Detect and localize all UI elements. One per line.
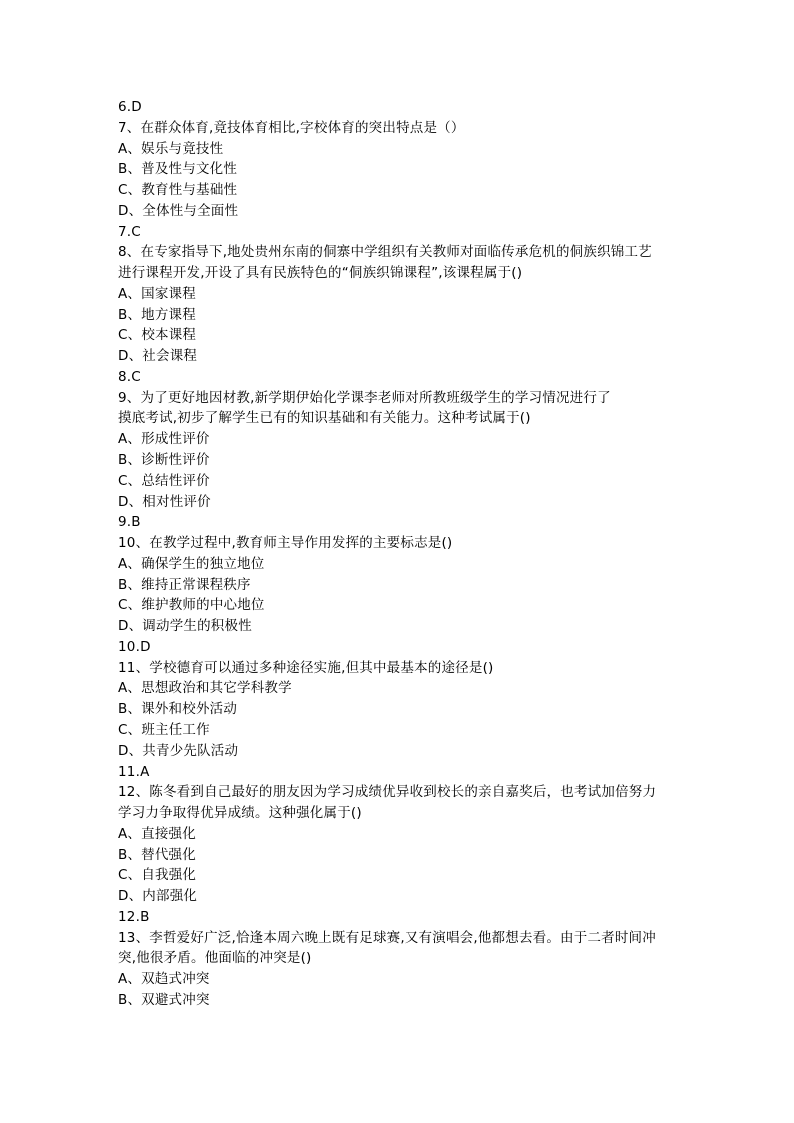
option-line: C、教育性与基础性 [118, 182, 238, 199]
question-line: 学习力争取得优异成绩。这种强化属于() [118, 805, 362, 822]
option-line: D、调动学生的积极性 [118, 618, 252, 635]
answer-line: 8.C [118, 368, 141, 385]
question-line: 突,他很矛盾。他面临的冲突是() [118, 950, 312, 967]
option-line: A、思想政治和其它学科教学 [118, 680, 292, 697]
option-line: B、地方课程 [118, 306, 196, 323]
question-line: 13、李哲爱好广泛,恰逢本周六晚上既有足球赛,又有演唱会,他都想去看。由于二者时间冲 [118, 929, 656, 946]
question-line: 9、为了更好地因材教,新学期伊始化学课李老师对所教班级学生的学习情况进行了 [118, 389, 611, 406]
answer-line: 7.C [118, 223, 141, 240]
option-line: D、共青少先队活动 [118, 742, 239, 759]
option-line: D、全体性与全面性 [118, 202, 239, 219]
option-line: B、替代强化 [118, 846, 196, 863]
option-line: A、国家课程 [118, 285, 196, 302]
answer-line: 11.A [118, 763, 150, 780]
option-line: A、形成性评价 [118, 431, 210, 448]
option-line: C、维护教师的中心地位 [118, 597, 265, 614]
question-line: 摸底考试,初步了解学生已有的知识基础和有关能力。这种考试属于() [118, 410, 531, 427]
option-line: C、总结性评价 [118, 472, 210, 489]
answer-line: 12.B [118, 908, 150, 925]
option-line: A、娱乐与竟技性 [118, 140, 224, 157]
question-line: 12、陈冬看到自己最好的朋友因为学习成绩优异收到校长的亲自嘉奖后，也考试加倍努力 [118, 784, 657, 801]
answer-line: 9.B [118, 514, 141, 531]
option-line: B、普及性与文化性 [118, 161, 238, 178]
question-line: 11、学校德育可以通过多种途径实施,但其中最基本的途径是() [118, 659, 494, 676]
option-line: A、确保学生的独立地位 [118, 555, 265, 572]
answer-line: 10.D [118, 638, 151, 655]
option-line: D、相对性评价 [118, 493, 211, 510]
document-body [118, 97, 698, 1011]
option-line: C、自我强化 [118, 867, 197, 884]
option-line: D、内部强化 [118, 888, 198, 905]
option-line: A、双趋式冲突 [118, 971, 210, 988]
answer-line: 6.D [118, 99, 142, 115]
question-line: 进行课程开发,开设了具有民族特色的“侗族织锦课程”,该课程属于() [118, 265, 523, 282]
question-line: 10、在教学过程中,教育师主导作用发挥的主要标志是() [118, 535, 453, 552]
option-line: C、班主任工作 [118, 721, 210, 738]
question-line: 7、在群众体育,竟技体育相比,字校体育的突出特点是（） [118, 119, 465, 136]
option-line: D、社会课程 [118, 348, 198, 365]
option-line: B、课外和校外活动 [118, 701, 238, 718]
question-line: 8、在专家指导下,地处贵州东南的侗寨中学组织有关教师对面临传承危机的侗族织锦工艺 [118, 244, 652, 261]
option-line: B、诊断性评价 [118, 452, 210, 469]
option-line: B、双避式冲突 [118, 991, 210, 1008]
option-line: C、校本课程 [118, 327, 197, 344]
option-line: A、直接强化 [118, 825, 196, 842]
option-line: B、维持正常课程秩序 [118, 576, 251, 593]
